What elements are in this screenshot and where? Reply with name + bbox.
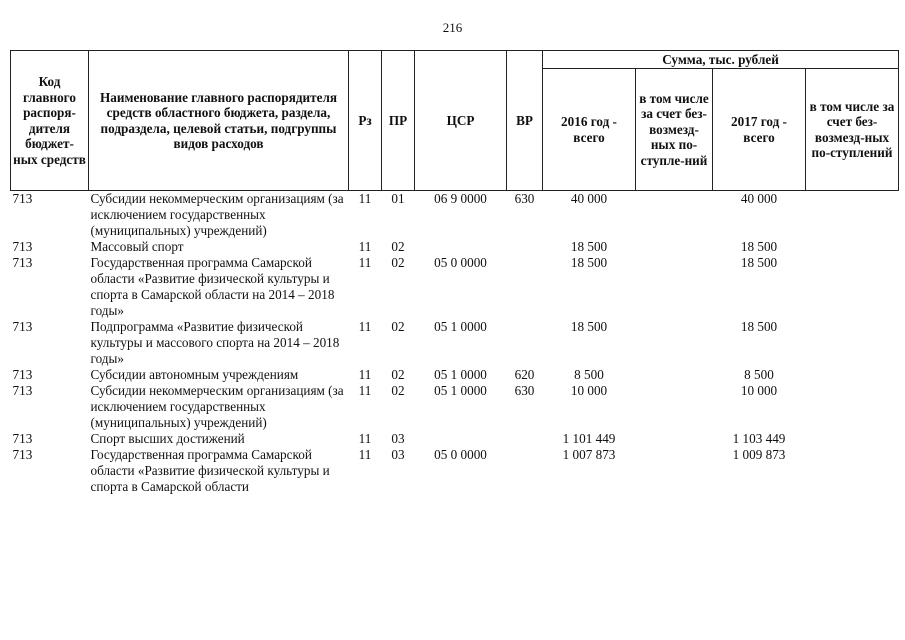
vr-cell: 630	[514, 191, 535, 206]
header-csr: ЦСР	[415, 51, 507, 191]
csr-cell: 05 1 0000	[434, 383, 487, 398]
name-cell: Субсидии некоммерческим организациям (за исключением государственных (муниципальных) учреждений)	[90, 191, 344, 238]
name-cell: Государственная программа Самарской области «Развитие физической культуры и спорта в Самарской области на 2014 – 2018 годы»	[90, 255, 335, 318]
header-sum-group: Сумма, тыс. рублей	[543, 51, 899, 69]
csr-cell	[415, 239, 507, 255]
vr-cell	[507, 431, 543, 447]
sum-2017-cell: 1 103 449	[732, 431, 786, 446]
header-2016-total: 2016 год - всего	[543, 69, 636, 191]
sum-2016-free-cell	[636, 367, 713, 383]
sum-2017-free-cell	[806, 367, 899, 383]
sum-2016-cell: 40 000	[570, 191, 608, 206]
pr-cell: 02	[391, 367, 405, 382]
csr-cell: 05 0 0000	[434, 255, 487, 270]
budget-table	[10, 50, 899, 495]
vr-cell	[507, 255, 543, 319]
code-cell: 713	[12, 447, 33, 462]
sum-2016-cell: 10 000	[570, 383, 608, 398]
sum-2017-free-cell	[806, 431, 899, 447]
sum-2017-free-cell	[806, 255, 899, 319]
sum-2017-cell: 1 009 873	[732, 447, 786, 462]
vr-cell: 630	[514, 383, 535, 398]
name-cell: Субсидии автономным учреждениям	[90, 367, 299, 382]
name-cell: Спорт высших достижений	[90, 431, 245, 446]
table-row	[11, 239, 899, 255]
pr-cell: 02	[391, 383, 405, 398]
sum-2016-free-cell	[636, 239, 713, 255]
sum-2016-cell: 1 101 449	[562, 431, 616, 446]
table-body	[11, 191, 899, 496]
code-cell: 713	[12, 191, 33, 206]
sum-2016-cell: 18 500	[570, 239, 608, 254]
page-number: 216	[442, 20, 463, 35]
header-name: Наименование главного распорядителя средств областного бюджета, раздела, подраздела, целевой статьи, подгруппы видов расходов	[89, 51, 349, 191]
sum-2016-free-cell	[636, 447, 713, 495]
table-row	[11, 191, 899, 240]
vr-cell	[507, 239, 543, 255]
sum-2016-free-cell	[636, 319, 713, 367]
table-row	[11, 431, 899, 447]
header-2016-free: в том числе за счет без-возмезд-ных по-ступле-ний	[636, 69, 713, 191]
pr-cell: 02	[391, 239, 405, 254]
sum-2016-cell: 18 500	[570, 319, 608, 334]
rz-cell: 11	[358, 431, 372, 446]
rz-cell: 11	[358, 383, 372, 398]
sum-2016-cell: 18 500	[570, 255, 608, 270]
sum-2017-cell: 40 000	[740, 191, 778, 206]
sum-2017-cell: 18 500	[740, 255, 778, 270]
pr-cell: 02	[391, 255, 405, 270]
sum-2017-free-cell	[806, 447, 899, 495]
name-cell: Субсидии некоммерческим организациям (за исключением государственных (муниципальных) учреждений)	[90, 383, 344, 430]
code-cell: 713	[12, 367, 33, 382]
table-row	[11, 367, 899, 383]
table-row	[11, 383, 899, 431]
name-cell: Подпрограмма «Развитие физической культуры и массового спорта на 2014 – 2018 годы»	[90, 319, 340, 366]
rz-cell: 11	[358, 239, 372, 254]
sum-2017-free-cell	[806, 383, 899, 431]
vr-cell: 620	[514, 367, 535, 382]
code-cell: 713	[12, 239, 33, 254]
name-cell: Государственная программа Самарской области «Развитие физической культуры и спорта в Самарской области	[90, 447, 330, 494]
header-code: Код главного распоря-дителя бюджет-ных средств	[11, 51, 89, 191]
sum-2016-free-cell	[636, 431, 713, 447]
table-row	[11, 255, 899, 319]
csr-cell: 05 1 0000	[434, 367, 487, 382]
rz-cell: 11	[358, 447, 372, 462]
code-cell: 713	[12, 431, 33, 446]
sum-2017-free-cell	[806, 239, 899, 255]
header-2017-free: в том числе за счет без-возмезд-ных по-ступлений	[806, 69, 899, 191]
vr-cell	[507, 447, 543, 495]
sum-2016-free-cell	[636, 255, 713, 319]
pr-cell: 01	[391, 191, 405, 206]
rz-cell: 11	[358, 367, 372, 382]
csr-cell	[415, 431, 507, 447]
sum-2017-cell: 18 500	[740, 319, 778, 334]
sum-2017-cell: 10 000	[740, 383, 778, 398]
sum-2016-free-cell	[636, 191, 713, 240]
sum-2016-free-cell	[636, 383, 713, 431]
pr-cell: 02	[391, 319, 405, 334]
header-vr: ВР	[507, 51, 543, 191]
pr-cell: 03	[391, 431, 405, 446]
csr-cell: 05 1 0000	[434, 319, 487, 334]
table-row	[11, 447, 899, 495]
sum-2017-cell: 18 500	[740, 239, 778, 254]
header-pr: ПР	[382, 51, 415, 191]
sum-2016-cell: 8 500	[574, 367, 604, 382]
csr-cell: 05 0 0000	[434, 447, 487, 462]
code-cell: 713	[12, 383, 33, 398]
code-cell: 713	[12, 319, 33, 334]
sum-2017-free-cell	[806, 319, 899, 367]
rz-cell: 11	[358, 191, 372, 206]
name-cell: Массовый спорт	[90, 239, 184, 254]
table-row	[11, 319, 899, 367]
vr-cell	[507, 319, 543, 367]
header-2017-total: 2017 год - всего	[713, 69, 806, 191]
rz-cell: 11	[358, 255, 372, 270]
rz-cell: 11	[358, 319, 372, 334]
header-rz: Рз	[349, 51, 382, 191]
sum-2017-cell: 8 500	[744, 367, 774, 382]
sum-2016-cell: 1 007 873	[562, 447, 616, 462]
sum-2017-free-cell	[806, 191, 899, 240]
csr-cell: 06 9 0000	[434, 191, 487, 206]
pr-cell: 03	[391, 447, 405, 462]
code-cell: 713	[12, 255, 33, 270]
